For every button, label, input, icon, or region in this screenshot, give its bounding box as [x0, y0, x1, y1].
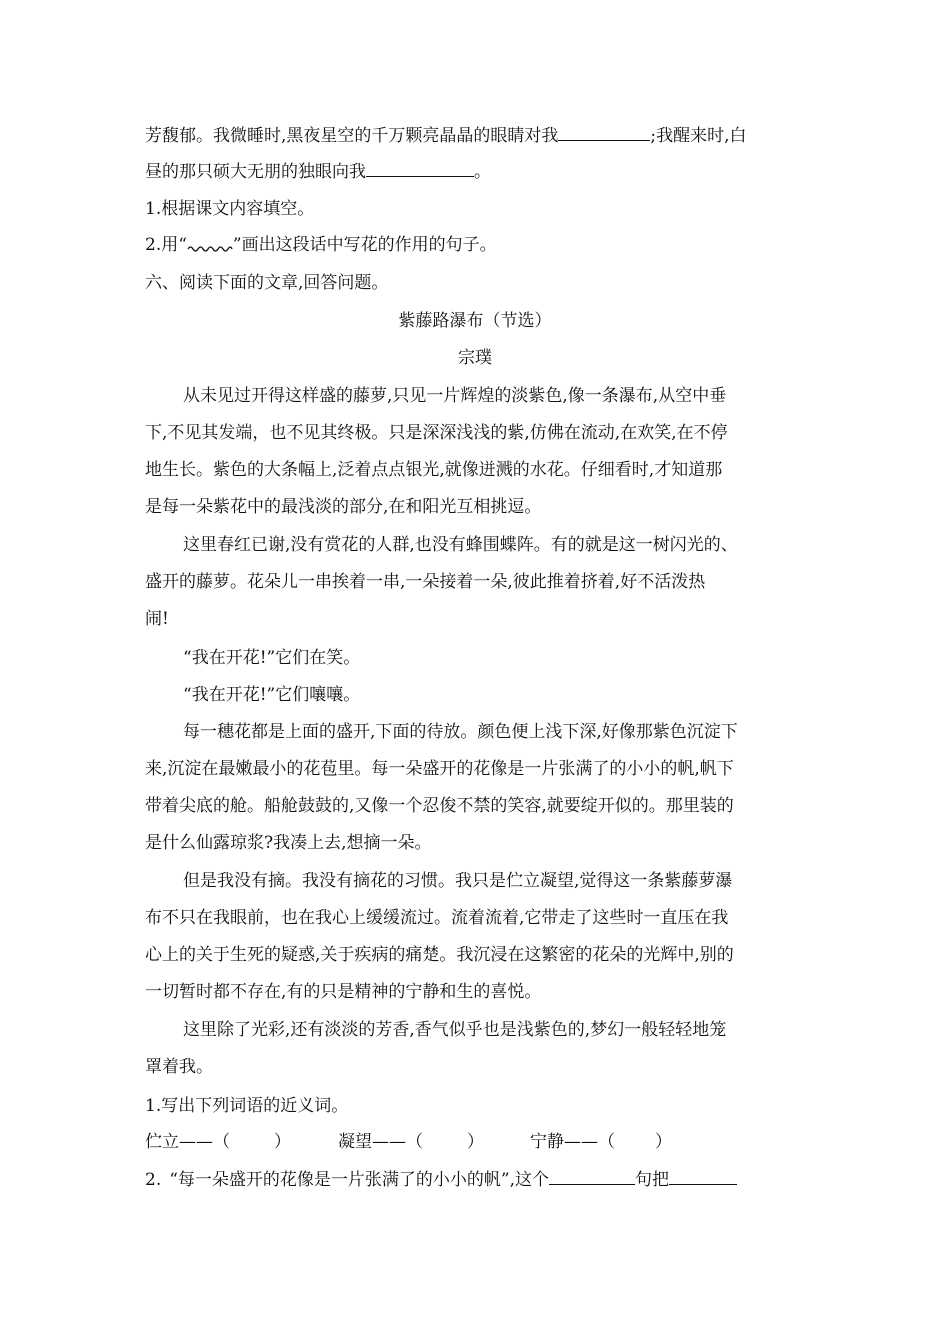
passage-line: 来,沉淀在最嫩最小的花苞里。每一朵盛开的花像是一片张满了的小小的帆,帆下 — [145, 759, 734, 779]
paren-close: ） — [274, 1132, 291, 1152]
text-segment: 句把 — [635, 1170, 670, 1190]
passage-line: “我在开花!”它们嚷嚷。 — [183, 685, 361, 705]
text-segment: “每一朵盛开的花像是一片张满了的小小的帆”,这个 — [169, 1170, 550, 1190]
question-1: 1.根据课文内容填空。 — [145, 199, 315, 219]
passage-line: 心上的关于生死的疑惑,关于疾病的痛楚。我沉浸在这繁密的花朵的光辉中,别的 — [145, 945, 734, 965]
paren-close: ） — [467, 1132, 484, 1152]
question-1: 1.写出下列词语的近义词。 — [145, 1096, 349, 1116]
passage-line: 带着尖底的舱。船舱鼓鼓的,又像一个忍俊不禁的笑容,就要绽开似的。那里装的 — [145, 796, 734, 816]
synonym-item — [530, 1131, 672, 1153]
answer-blank[interactable] — [549, 1168, 635, 1185]
text-line — [145, 160, 807, 183]
article-author: 宗璞 — [458, 348, 492, 368]
synonym-item — [338, 1131, 484, 1153]
section-heading: 六、阅读下面的文章,回答问题。 — [145, 273, 389, 293]
synonym-item — [145, 1131, 291, 1153]
passage-line: 一切暂时都不存在,有的只是精神的宁静和生的喜悦。 — [145, 982, 542, 1002]
text-segment: 。 — [474, 162, 491, 182]
text-segment: 芳馥郁。我微睡时,黑夜星空的千万颗亮晶晶的眼睛对我 — [145, 126, 559, 146]
passage-line: “我在开花!”它们在笑。 — [183, 648, 361, 668]
question-number: 2. — [145, 1170, 162, 1190]
text-segment: ;我醒来时,白 — [650, 126, 747, 146]
passage-line: 闹! — [145, 609, 169, 629]
passage-line: 这里除了光彩,还有淡淡的芳香,香气似乎也是浅紫色的,梦幻一般轻轻地笼 — [183, 1020, 727, 1040]
passage-line: 从未见过开得这样盛的藤萝,只见一片辉煌的淡紫色,像一条瀑布,从空中垂 — [183, 386, 727, 406]
article-title: 紫藤路瀑布（节选） — [398, 311, 552, 331]
paren-close: ） — [655, 1132, 672, 1152]
answer-blank[interactable] — [366, 160, 474, 177]
passage-line: 地生长。紫色的大条幅上,泛着点点银光,就像迸溅的水花。仔细看时,才知道那 — [145, 460, 723, 480]
question-2 — [145, 1168, 807, 1191]
answer-blank[interactable] — [558, 124, 650, 141]
passage-line: 下,不见其发端，也不见其终极。只是深深浅浅的紫,仿佛在流动,在欢笑,在不停 — [145, 423, 728, 443]
synonym-label: 凝望——（ — [338, 1132, 423, 1152]
wavy-underline-icon — [187, 243, 233, 253]
passage-line: 这里春红已谢,没有赏花的人群,也没有蜂围蝶阵。有的就是这一树闪光的、 — [183, 535, 738, 555]
text-line — [145, 124, 807, 147]
passage-line: 是每一朵紫花中的最浅淡的部分,在和阳光互相挑逗。 — [145, 497, 542, 517]
text-segment: 昼的那只硕大无朋的独眼向我 — [145, 162, 366, 182]
synonym-label: 伫立——（ — [145, 1132, 230, 1152]
passage-line: 布不只在我眼前，也在我心上缓缓流过。流着流着,它带走了这些时一直压在我 — [145, 908, 729, 928]
text-segment: 2.用“ — [145, 235, 187, 255]
passage-line: 每一穗花都是上面的盛开,下面的待放。颜色便上浅下深,好像那紫色沉淀下 — [183, 722, 738, 742]
question-2 — [145, 234, 807, 256]
passage-line: 但是我没有摘。我没有摘花的习惯。我只是伫立凝望,觉得这一条紫藤萝瀑 — [183, 871, 733, 891]
synonym-label: 宁静——（ — [530, 1132, 615, 1152]
text-segment: ”画出这段话中写花的作用的句子。 — [232, 235, 497, 255]
passage-line: 罩着我。 — [145, 1057, 213, 1077]
passage-line: 是什么仙露琼浆?我凑上去,想摘一朵。 — [145, 833, 432, 853]
answer-blank[interactable] — [669, 1168, 737, 1185]
passage-line: 盛开的藤萝。花朵儿一串挨着一串,一朵接着一朵,彼此推着挤着,好不活泼热 — [145, 572, 706, 592]
